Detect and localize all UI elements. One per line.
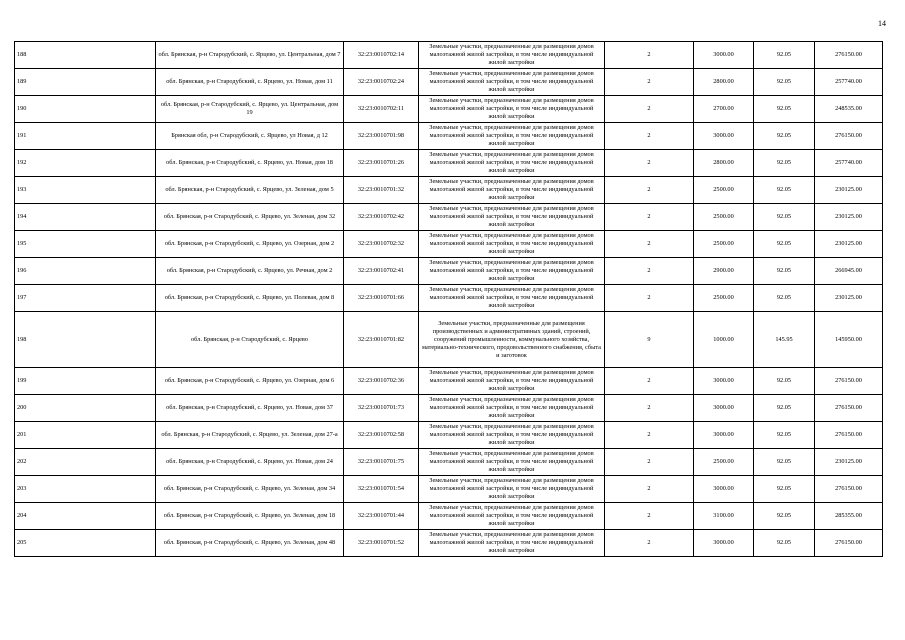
land-plots-table [14,41,883,557]
group-code-cell: 2 [605,177,694,204]
cadastral-value-cell: 276150.00 [815,395,883,422]
cadastral-number-cell: 32:23:0010701:44 [344,503,419,530]
table-row [15,123,883,150]
table-row [15,96,883,123]
group-code-cell: 9 [605,312,694,368]
group-code-cell: 2 [605,422,694,449]
table-body [15,42,883,557]
cadastral-value-cell: 276150.00 [815,123,883,150]
row-number: 199 [15,368,156,395]
permitted-use-cell: Земельные участки, предназначенные для размещения домов малоэтажной жилой застройки, в том числе индивидуальной жилой застройки [419,177,605,204]
permitted-use-cell: Земельные участки, предназначенные для размещения домов малоэтажной жилой застройки, в том числе индивидуальной жилой застройки [419,449,605,476]
cadastral-value-cell: 276150.00 [815,422,883,449]
address-cell: обл. Брянская, р-н Стародубский, с. Ярцево, ул. Зеленая, дом 5 [156,177,344,204]
area-cell: 3000.00 [694,42,754,69]
address-cell: обл. Брянская, р-н Стародубский, с. Ярцево, ул. Зеленая, дом 18 [156,503,344,530]
row-number: 191 [15,123,156,150]
address-cell: обл. Брянская, р-н Стародубский, с. Ярцево, ул. Зеленая, дом 34 [156,476,344,503]
table-row [15,422,883,449]
cadastral-value-cell: 230125.00 [815,177,883,204]
permitted-use-cell: Земельные участки, предназначенные для размещения домов малоэтажной жилой застройки, в том числе индивидуальной жилой застройки [419,476,605,503]
cadastral-number-cell: 32:23:0010702:14 [344,42,419,69]
table-row [15,258,883,285]
group-code-cell: 2 [605,530,694,557]
permitted-use-cell: Земельные участки, предназначенные для размещения производственных и административных зданий, строений, сооружений промышленности, коммунального хозяйства, материально-технического, продовольственного снабжения, сбыта и заготовок [419,312,605,368]
row-number: 196 [15,258,156,285]
table-row [15,476,883,503]
address-cell: обл. Брянская, р-н Стародубский, с. Ярцево, ул. Новая, дом 37 [156,395,344,422]
cadastral-value-cell: 257740.00 [815,69,883,96]
address-cell: обл. Брянская, р-н Стародубский, с. Ярцево, ул. Новая, дом 24 [156,449,344,476]
row-number: 193 [15,177,156,204]
permitted-use-cell: Земельные участки, предназначенные для размещения домов малоэтажной жилой застройки, в том числе индивидуальной жилой застройки [419,231,605,258]
row-number: 202 [15,449,156,476]
area-cell: 2500.00 [694,449,754,476]
table-row [15,285,883,312]
table-row [15,150,883,177]
address-cell: обл. Брянская, р-н Стародубский, с. Ярцево, ул. Центральная, дом 7 [156,42,344,69]
cadastral-value-cell: 257740.00 [815,150,883,177]
group-code-cell: 2 [605,503,694,530]
row-number: 192 [15,150,156,177]
group-code-cell: 2 [605,258,694,285]
address-cell: обл. Брянская, р-н Стародубский, с. Ярцево, ул. Новая, дом 11 [156,69,344,96]
permitted-use-cell: Земельные участки, предназначенные для размещения домов малоэтажной жилой застройки, в том числе индивидуальной жилой застройки [419,395,605,422]
cadastral-number-cell: 32:23:0010701:75 [344,449,419,476]
cadastral-number-cell: 32:23:0010701:26 [344,150,419,177]
area-cell: 2500.00 [694,231,754,258]
cadastral-number-cell: 32:23:0010701:82 [344,312,419,368]
permitted-use-cell: Земельные участки, предназначенные для размещения домов малоэтажной жилой застройки, в том числе индивидуальной жилой застройки [419,204,605,231]
row-number: 205 [15,530,156,557]
permitted-use-cell: Земельные участки, предназначенные для размещения домов малоэтажной жилой застройки, в том числе индивидуальной жилой застройки [419,123,605,150]
specific-value-cell: 92.05 [754,231,815,258]
permitted-use-cell: Земельные участки, предназначенные для размещения домов малоэтажной жилой застройки, в том числе индивидуальной жилой застройки [419,150,605,177]
row-number: 198 [15,312,156,368]
table-row [15,231,883,258]
cadastral-value-cell: 285355.00 [815,503,883,530]
area-cell: 3000.00 [694,422,754,449]
address-cell: обл. Брянская, р-н Стародубский, с. Ярцево, ул. Озерная, дом 2 [156,231,344,258]
area-cell: 3000.00 [694,530,754,557]
specific-value-cell: 92.05 [754,96,815,123]
area-cell: 2500.00 [694,285,754,312]
specific-value-cell: 92.05 [754,69,815,96]
cadastral-value-cell: 248535.00 [815,96,883,123]
cadastral-number-cell: 32:23:0010702:41 [344,258,419,285]
area-cell: 3000.00 [694,368,754,395]
area-cell: 2500.00 [694,177,754,204]
cadastral-value-cell: 230125.00 [815,231,883,258]
cadastral-value-cell: 276150.00 [815,530,883,557]
address-cell: обл. Брянская, р-н Стародубский, с. Ярцево, ул. Зеленая, дом 48 [156,530,344,557]
cadastral-number-cell: 32:23:0010702:36 [344,368,419,395]
cadastral-value-cell: 276150.00 [815,42,883,69]
row-number: 201 [15,422,156,449]
group-code-cell: 2 [605,285,694,312]
group-code-cell: 2 [605,42,694,69]
cadastral-number-cell: 32:23:0010702:24 [344,69,419,96]
page-number: 14 [878,19,886,28]
group-code-cell: 2 [605,96,694,123]
area-cell: 2500.00 [694,204,754,231]
cadastral-number-cell: 32:23:0010702:58 [344,422,419,449]
specific-value-cell: 92.05 [754,368,815,395]
specific-value-cell: 92.05 [754,177,815,204]
group-code-cell: 2 [605,69,694,96]
row-number: 188 [15,42,156,69]
address-cell: обл. Брянская, р-н Стародубский, с. Ярцево, ул. Центральная, дом 19 [156,96,344,123]
area-cell: 2800.00 [694,69,754,96]
area-cell: 1000.00 [694,312,754,368]
specific-value-cell: 92.05 [754,204,815,231]
specific-value-cell: 92.05 [754,476,815,503]
table-row [15,42,883,69]
specific-value-cell: 145.95 [754,312,815,368]
row-number: 190 [15,96,156,123]
area-cell: 3000.00 [694,395,754,422]
specific-value-cell: 92.05 [754,42,815,69]
table-row [15,204,883,231]
row-number: 204 [15,503,156,530]
group-code-cell: 2 [605,123,694,150]
cadastral-value-cell: 230125.00 [815,204,883,231]
cadastral-value-cell: 266945.00 [815,258,883,285]
table-row [15,395,883,422]
specific-value-cell: 92.05 [754,530,815,557]
table-row [15,177,883,204]
address-cell: обл. Брянская, р-н Стародубский, с. Ярцево, ул. Полевая, дом 8 [156,285,344,312]
address-cell: Брянская обл, р-н Стародубский, с. Ярцево, ул Новая, д 12 [156,123,344,150]
group-code-cell: 2 [605,449,694,476]
cadastral-number-cell: 32:23:0010701:98 [344,123,419,150]
permitted-use-cell: Земельные участки, предназначенные для размещения домов малоэтажной жилой застройки, в том числе индивидуальной жилой застройки [419,42,605,69]
cadastral-number-cell: 32:23:0010702:11 [344,96,419,123]
cadastral-number-cell: 32:23:0010701:32 [344,177,419,204]
cadastral-value-cell: 276150.00 [815,476,883,503]
table-row [15,503,883,530]
address-cell: обл. Брянская, р-н Стародубский, с. Ярцево, ул. Новая, дом 18 [156,150,344,177]
table-row [15,449,883,476]
cadastral-number-cell: 32:23:0010701:52 [344,530,419,557]
row-number: 194 [15,204,156,231]
table-row [15,312,883,368]
cadastral-value-cell: 230125.00 [815,449,883,476]
permitted-use-cell: Земельные участки, предназначенные для размещения домов малоэтажной жилой застройки, в том числе индивидуальной жилой застройки [419,285,605,312]
area-cell: 3100.00 [694,503,754,530]
specific-value-cell: 92.05 [754,258,815,285]
group-code-cell: 2 [605,204,694,231]
cadastral-value-cell: 230125.00 [815,285,883,312]
address-cell: обл. Брянская, р-н Стародубский, с. Ярцево [156,312,344,368]
specific-value-cell: 92.05 [754,150,815,177]
address-cell: обл. Брянская, р-н Стародубский, с. Ярцево, ул. Речная, дом 2 [156,258,344,285]
specific-value-cell: 92.05 [754,395,815,422]
row-number: 203 [15,476,156,503]
row-number: 189 [15,69,156,96]
cadastral-number-cell: 32:23:0010701:66 [344,285,419,312]
permitted-use-cell: Земельные участки, предназначенные для размещения домов малоэтажной жилой застройки, в том числе индивидуальной жилой застройки [419,69,605,96]
area-cell: 3000.00 [694,476,754,503]
area-cell: 2700.00 [694,96,754,123]
group-code-cell: 2 [605,368,694,395]
cadastral-value-cell: 145950.00 [815,312,883,368]
area-cell: 2900.00 [694,258,754,285]
specific-value-cell: 92.05 [754,285,815,312]
row-number: 197 [15,285,156,312]
specific-value-cell: 92.05 [754,123,815,150]
cadastral-number-cell: 32:23:0010702:32 [344,231,419,258]
permitted-use-cell: Земельные участки, предназначенные для размещения домов малоэтажной жилой застройки, в том числе индивидуальной жилой застройки [419,503,605,530]
permitted-use-cell: Земельные участки, предназначенные для размещения домов малоэтажной жилой застройки, в том числе индивидуальной жилой застройки [419,368,605,395]
specific-value-cell: 92.05 [754,503,815,530]
table-row [15,69,883,96]
table-row [15,368,883,395]
group-code-cell: 2 [605,150,694,177]
cadastral-number-cell: 32:23:0010701:54 [344,476,419,503]
cadastral-number-cell: 32:23:0010702:42 [344,204,419,231]
cadastral-value-cell: 276150.00 [815,368,883,395]
permitted-use-cell: Земельные участки, предназначенные для размещения домов малоэтажной жилой застройки, в том числе индивидуальной жилой застройки [419,422,605,449]
specific-value-cell: 92.05 [754,449,815,476]
group-code-cell: 2 [605,476,694,503]
permitted-use-cell: Земельные участки, предназначенные для размещения домов малоэтажной жилой застройки, в том числе индивидуальной жилой застройки [419,530,605,557]
permitted-use-cell: Земельные участки, предназначенные для размещения домов малоэтажной жилой застройки, в том числе индивидуальной жилой застройки [419,258,605,285]
address-cell: обл. Брянская, р-н Стародубский, с. Ярцево, ул. Зеленая, дом 32 [156,204,344,231]
cadastral-number-cell: 32:23:0010701:73 [344,395,419,422]
table-row [15,530,883,557]
address-cell: обл. Брянская, р-н Стародубский, с. Ярцево, ул. Зеленая, дом 27-а [156,422,344,449]
group-code-cell: 2 [605,395,694,422]
row-number: 200 [15,395,156,422]
permitted-use-cell: Земельные участки, предназначенные для размещения домов малоэтажной жилой застройки, в том числе индивидуальной жилой застройки [419,96,605,123]
row-number: 195 [15,231,156,258]
specific-value-cell: 92.05 [754,422,815,449]
area-cell: 3000.00 [694,123,754,150]
address-cell: обл. Брянская, р-н Стародубский, с. Ярцево, ул. Озерная, дом 6 [156,368,344,395]
group-code-cell: 2 [605,231,694,258]
area-cell: 2800.00 [694,150,754,177]
